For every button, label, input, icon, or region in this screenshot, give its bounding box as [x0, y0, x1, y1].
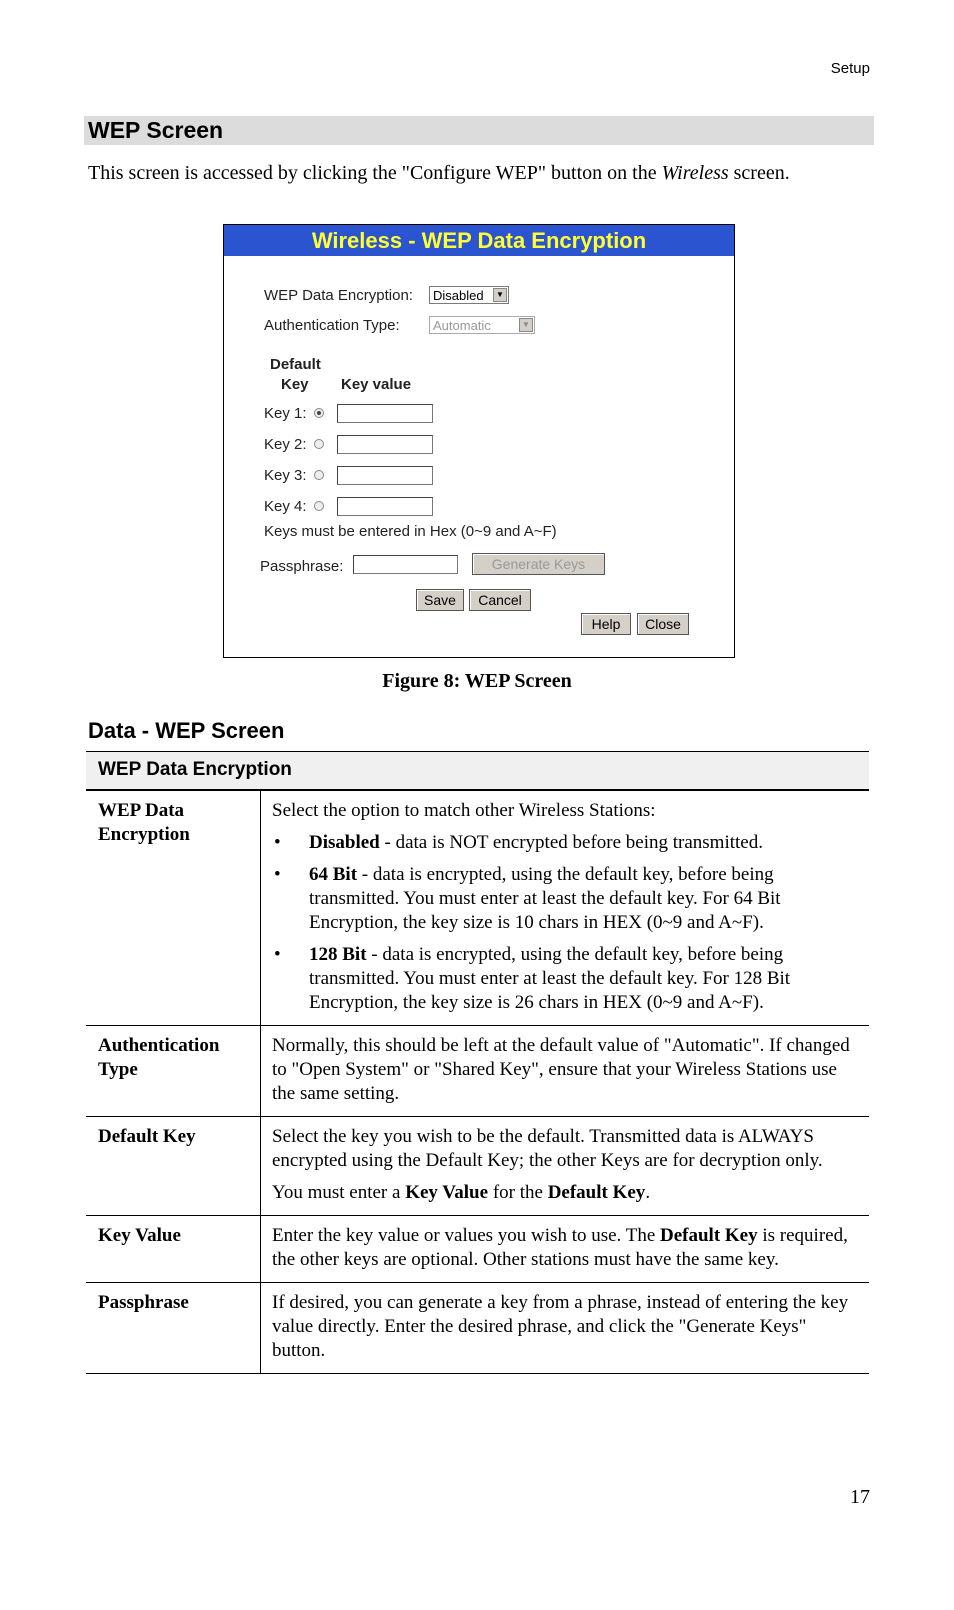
key1-label: Key 1:: [264, 405, 307, 422]
bold-run: Default Key: [547, 1182, 646, 1203]
col-header-key-value: Key value: [341, 376, 412, 393]
row-label: WEP Data Encryption: [98, 800, 190, 845]
option-name: Disabled: [309, 832, 380, 853]
key2-default-radio[interactable]: [314, 439, 324, 449]
text-run: .: [645, 1182, 651, 1203]
dropdown-arrow-icon: ▼: [493, 288, 507, 302]
row-intro: Select the option to match other Wireless Stations:: [272, 800, 656, 821]
row-text: [272, 1224, 861, 1272]
key4-value-input[interactable]: [337, 497, 433, 516]
row-text: If desired, you can generate a key from a phrase, instead of entering the key value directly. Enter the desired phrase, and click the "Generate Keys" button.: [272, 1292, 849, 1361]
table-row-passphrase: [86, 1283, 869, 1374]
column-divider: [260, 791, 261, 1025]
screen-title: Wireless - WEP Data Encryption: [224, 225, 734, 256]
table-header-label: WEP Data Encryption: [98, 759, 292, 780]
encryption-select[interactable]: [429, 286, 509, 304]
help-button[interactable]: Help: [581, 613, 631, 635]
row-text: Select the key you wish to be the default. Transmitted data is ALWAYS encrypted using the Default Key; the other Keys are for decryption only.: [272, 1126, 823, 1171]
key3-label: Key 3:: [264, 467, 307, 484]
key1-value-input[interactable]: [337, 404, 433, 423]
auth-select[interactable]: [429, 316, 535, 334]
col-header-key: Key: [281, 376, 309, 393]
option-text: - data is encrypted, using the default key, before being transmitted. You must enter at least the default key. For 128 Bit Encryption, the key size is 26 chars in HEX (0~9 and A~F).: [309, 944, 791, 1013]
key4-label: Key 4:: [264, 498, 307, 515]
option-text: - data is encrypted, using the default key, before being transmitted. You must enter at least the default key. For 64 Bit Encryption, the key size is 10 chars in HEX (0~9 and A~F).: [309, 864, 781, 933]
bold-run: Default Key: [660, 1225, 758, 1246]
intro-italic: Wireless: [661, 162, 729, 184]
key3-default-radio[interactable]: [314, 470, 324, 480]
row-label: Key Value: [98, 1225, 181, 1246]
row-description: [272, 791, 869, 1025]
intro-text-end: screen.: [728, 162, 790, 184]
row-description: [272, 1026, 869, 1116]
list-item: [272, 943, 861, 1015]
intro-text: This screen is accessed by clicking the "Configure WEP" button on the: [88, 162, 662, 184]
section-heading-bar: [84, 116, 874, 145]
wep-screenshot: [223, 224, 735, 658]
table-row-default-key: [86, 1117, 869, 1216]
key4-default-radio[interactable]: [314, 501, 324, 511]
close-button[interactable]: Close: [637, 613, 689, 635]
column-divider: [260, 1117, 261, 1215]
table-header: [86, 751, 869, 791]
key2-label: Key 2:: [264, 436, 307, 453]
text-run: is required, the other keys are optional. Other stations must have the same key.: [272, 1225, 848, 1270]
settings-table: [86, 751, 869, 1374]
encryption-select-value: Disabled: [433, 288, 484, 303]
option-list: [272, 831, 861, 1015]
running-header: Setup: [830, 60, 870, 77]
text-run: for the: [488, 1182, 548, 1203]
column-divider: [260, 1283, 261, 1373]
table-row-auth: [86, 1026, 869, 1117]
col-header-default: Default: [270, 356, 321, 373]
page-number: 17: [850, 1486, 870, 1508]
cancel-button[interactable]: Cancel: [469, 589, 531, 611]
text-run: You must enter a: [272, 1182, 406, 1203]
column-divider: [260, 1216, 261, 1282]
column-divider: [260, 1026, 261, 1116]
row-text: Normally, this should be left at the default value of "Automatic". If changed to "Open System" or "Shared Key", ensure that your Wireless Stations use the same setting.: [272, 1035, 850, 1104]
encryption-label: WEP Data Encryption:: [264, 287, 413, 304]
key3-value-input[interactable]: [337, 466, 433, 485]
table-row-key-value: [86, 1216, 869, 1283]
generate-keys-button[interactable]: Generate Keys: [472, 553, 605, 575]
row-text-2: [272, 1181, 861, 1205]
section-title: WEP Screen: [88, 117, 224, 143]
row-label: Authentication Type: [98, 1035, 220, 1080]
row-description: [272, 1117, 869, 1215]
passphrase-label: Passphrase:: [260, 558, 344, 575]
row-label: Passphrase: [98, 1292, 189, 1313]
list-item: [272, 863, 861, 935]
key2-value-input[interactable]: [337, 435, 433, 454]
auth-select-value: Automatic: [433, 318, 491, 333]
save-button[interactable]: Save: [416, 589, 464, 611]
hex-note: Keys must be entered in Hex (0~9 and A~F): [264, 523, 557, 540]
option-text: - data is NOT encrypted before being transmitted.: [379, 832, 763, 853]
row-description: [272, 1216, 869, 1282]
text-run: Enter the key value or values you wish to use. The: [272, 1225, 660, 1246]
auth-label: Authentication Type:: [264, 317, 400, 334]
figure-caption: Figure 8: WEP Screen: [382, 670, 572, 692]
passphrase-input[interactable]: [353, 555, 458, 574]
list-item: [272, 831, 861, 855]
data-section-title: Data - WEP Screen: [88, 718, 285, 743]
table-row-encryption: [86, 791, 869, 1026]
bold-run: Key Value: [405, 1182, 489, 1203]
row-description: [272, 1283, 869, 1373]
dropdown-arrow-icon: ▼: [519, 318, 533, 332]
intro-paragraph: [88, 162, 790, 185]
row-label: Default Key: [98, 1126, 196, 1147]
key1-default-radio[interactable]: [314, 408, 324, 418]
option-name: 128 Bit: [309, 944, 367, 965]
option-name: 64 Bit: [309, 864, 358, 885]
